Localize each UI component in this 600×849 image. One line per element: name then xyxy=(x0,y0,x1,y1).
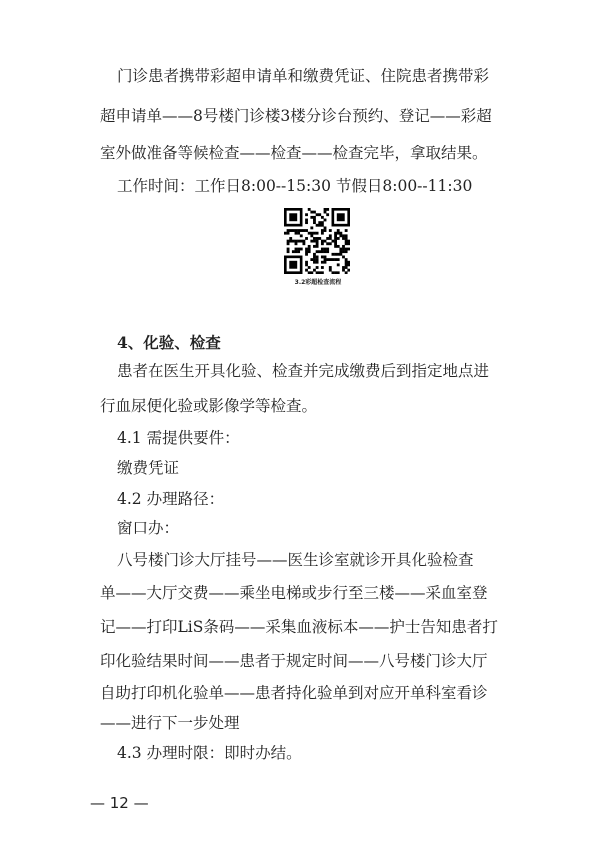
working-hours: 工作时间：工作日8:00--15:30 节假日8:00--11:30 xyxy=(117,177,473,195)
section-4-3: 4.3 办理时限：即时办结。 xyxy=(117,744,302,762)
route-line-1: 八号楼门诊大厅挂号——医生诊室就诊开具化验检查 xyxy=(117,551,474,569)
section-4-heading: 4、化验、检查 xyxy=(117,333,221,352)
route-line-6: ——进行下一步处理 xyxy=(100,714,240,732)
route-line-2: 单——大厅交费——乘坐电梯或步行至三楼——采血室登 xyxy=(100,584,488,602)
intro-line-2: 超申请单——8号楼门诊楼3楼分诊台预约、登记——彩超 xyxy=(100,107,492,125)
route-line-3: 记——打印LiS条码——采集血液标本——护士告知患者打 xyxy=(100,618,498,636)
intro-line-1: 门诊患者携带彩超申请单和缴费凭证、住院患者携带彩 xyxy=(117,67,490,85)
section-4-1-title: 4.1 需提供要件： xyxy=(117,429,240,447)
qr-caption: 3.2彩超检查流程 xyxy=(294,279,342,286)
section-4-2-title: 4.2 办理路径： xyxy=(117,490,225,508)
qr-code-image xyxy=(284,208,350,274)
page-number: — 12 — xyxy=(90,794,149,812)
intro-line-3: 室外做准备等候检查——检查——检查完毕，拿取结果。 xyxy=(100,144,488,162)
route-line-4: 印化验结果时间——患者于规定时间——八号楼门诊大厅 xyxy=(100,652,488,670)
qr-code xyxy=(284,208,350,274)
section-4-2-mode: 窗口办： xyxy=(117,519,180,537)
section-4-1-body: 缴费凭证 xyxy=(117,459,180,477)
route-line-5: 自助打印机化验单——患者持化验单到对应开单科室看诊 xyxy=(100,684,488,702)
section-4-desc-2: 行血尿便化验或影像学等检查。 xyxy=(100,397,318,415)
section-4-desc-1: 患者在医生开具化验、检查并完成缴费后到指定地点进 xyxy=(117,362,490,380)
